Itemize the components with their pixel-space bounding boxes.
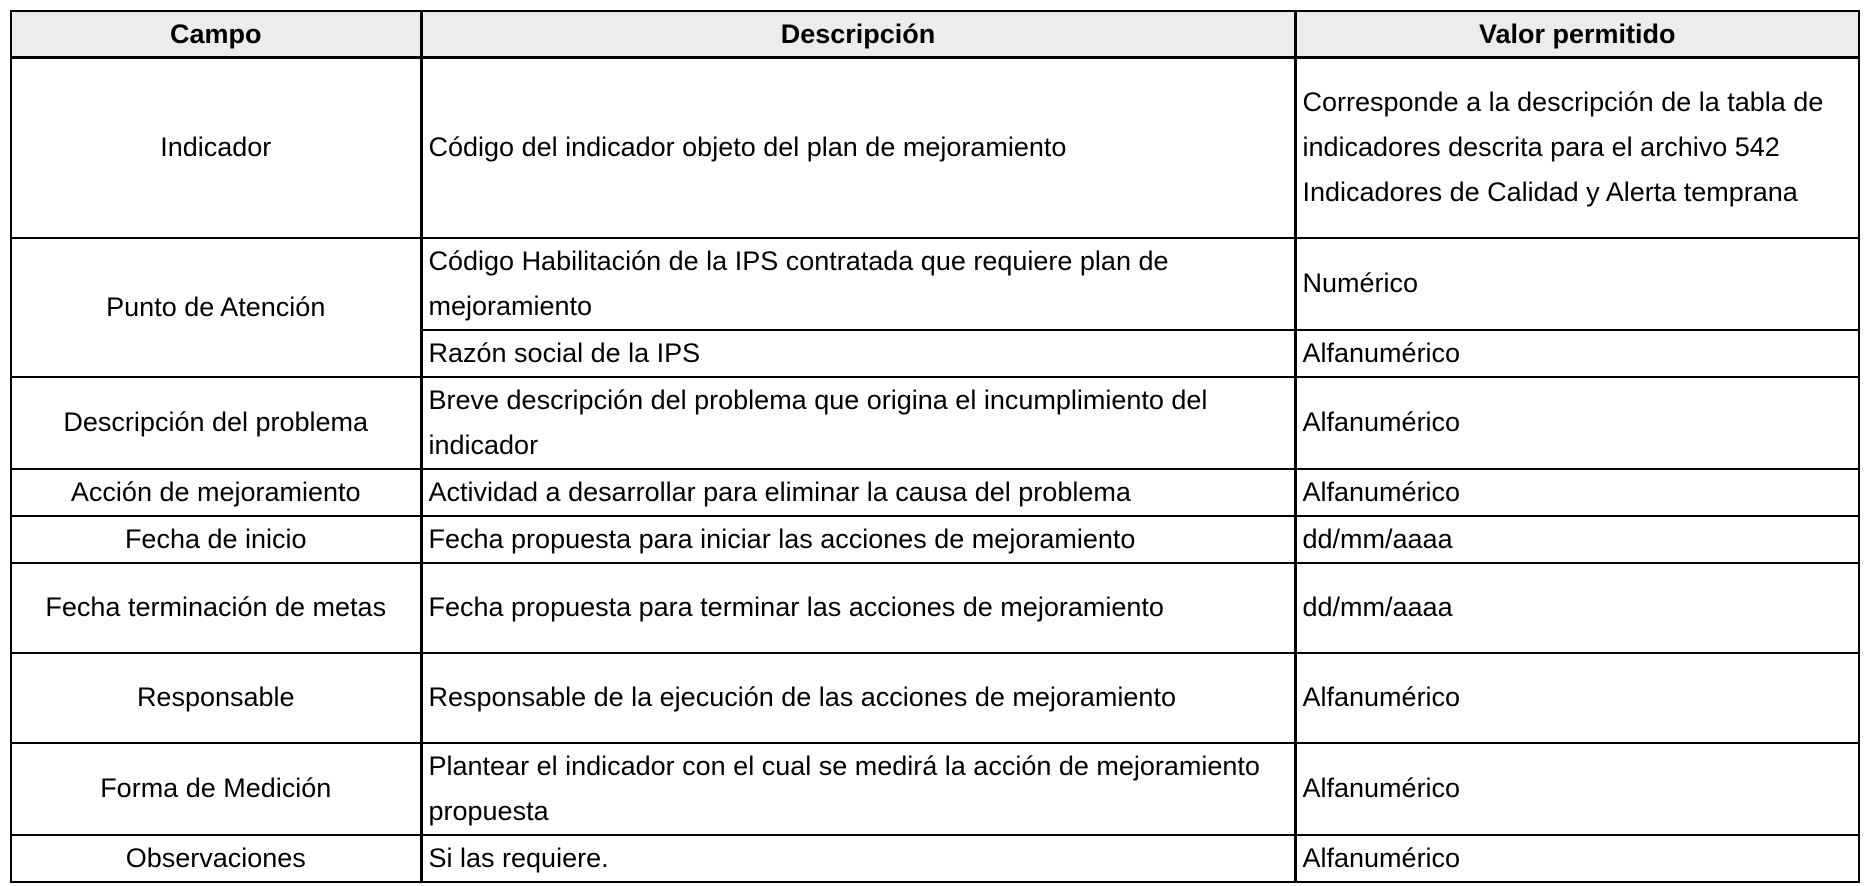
table-row xyxy=(11,563,1859,653)
cell-valor: Alfanumérico xyxy=(1295,743,1859,835)
cell-descripcion: Responsable de la ejecución de las acciones de mejoramiento xyxy=(421,653,1295,743)
cell-campo: Responsable xyxy=(11,653,421,743)
table-row xyxy=(11,516,1859,563)
cell-campo: Forma de Medición xyxy=(11,743,421,835)
cell-campo: Observaciones xyxy=(11,835,421,882)
cell-valor: Corresponde a la descripción de la tabla de indicadores descrita para el archivo 542 Indicadores de Calidad y Alerta temprana xyxy=(1295,58,1859,238)
cell-campo: Indicador xyxy=(11,58,421,238)
spec-table xyxy=(10,10,1860,883)
cell-campo: Acción de mejoramiento xyxy=(11,469,421,516)
cell-campo: Descripción del problema xyxy=(11,377,421,469)
cell-descripcion: Si las requiere. xyxy=(421,835,1295,882)
table-row xyxy=(11,835,1859,882)
cell-valor: Numérico xyxy=(1295,238,1859,330)
cell-descripcion: Actividad a desarrollar para eliminar la causa del problema xyxy=(421,469,1295,516)
cell-valor: dd/mm/aaaa xyxy=(1295,516,1859,563)
cell-valor: Alfanumérico xyxy=(1295,330,1859,377)
table-row xyxy=(11,238,1859,330)
header-campo: Campo xyxy=(11,11,421,58)
table-row xyxy=(11,58,1859,238)
cell-descripcion: Razón social de la IPS xyxy=(421,330,1295,377)
cell-valor: Alfanumérico xyxy=(1295,653,1859,743)
cell-descripcion: Fecha propuesta para iniciar las acciones de mejoramiento xyxy=(421,516,1295,563)
table-row xyxy=(11,377,1859,469)
cell-valor: dd/mm/aaaa xyxy=(1295,563,1859,653)
cell-descripcion: Fecha propuesta para terminar las acciones de mejoramiento xyxy=(421,563,1295,653)
cell-campo: Fecha terminación de metas xyxy=(11,563,421,653)
cell-descripcion: Breve descripción del problema que origina el incumplimiento del indicador xyxy=(421,377,1295,469)
cell-valor: Alfanumérico xyxy=(1295,835,1859,882)
cell-descripcion: Código del indicador objeto del plan de mejoramiento xyxy=(421,58,1295,238)
cell-campo: Punto de Atención xyxy=(11,238,421,377)
header-valor: Valor permitido xyxy=(1295,11,1859,58)
table-row xyxy=(11,743,1859,835)
table-row xyxy=(11,469,1859,516)
cell-descripcion: Plantear el indicador con el cual se medirá la acción de mejoramiento propuesta xyxy=(421,743,1295,835)
header-descripcion: Descripción xyxy=(421,11,1295,58)
header-row xyxy=(11,11,1859,58)
table-row xyxy=(11,653,1859,743)
cell-descripcion: Código Habilitación de la IPS contratada que requiere plan de mejoramiento xyxy=(421,238,1295,330)
cell-valor: Alfanumérico xyxy=(1295,469,1859,516)
cell-valor: Alfanumérico xyxy=(1295,377,1859,469)
cell-campo: Fecha de inicio xyxy=(11,516,421,563)
